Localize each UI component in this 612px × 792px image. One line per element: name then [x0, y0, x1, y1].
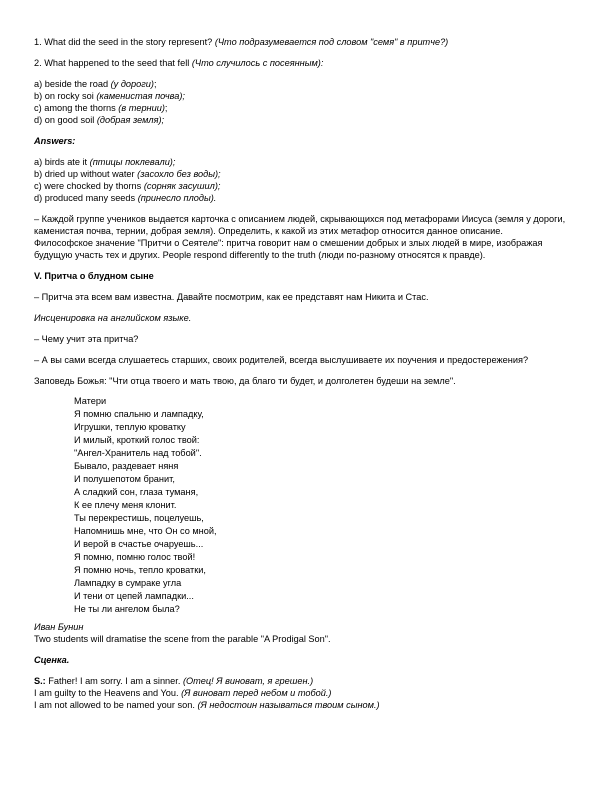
poem-line: Ты перекрестишь, поцелуешь,: [74, 513, 204, 523]
poem-line: Не ты ли ангелом была?: [74, 604, 180, 614]
speaker-label: S.:: [34, 676, 46, 686]
list-item: [34, 102, 582, 114]
question-listen: – А вы сами всегда слушаетесь старших, своих родителей, всегда выслушиваете их поучения и предостережения?: [34, 355, 529, 365]
poem-line: Матери: [74, 396, 107, 406]
dialogue-ru: (Я виноват перед небом и тобой.): [181, 688, 332, 698]
poem-line: Бывало, раздевает няня: [74, 461, 179, 471]
dialogue-en: I am guilty to the Heavens and You.: [34, 688, 179, 698]
options-list: [34, 78, 582, 126]
staging-note: Инсценировка на английском языке.: [34, 313, 192, 323]
dialogue-line: [34, 687, 582, 699]
question-teach: – Чему учит эта притча?: [34, 334, 139, 344]
dialogue-line: [34, 699, 582, 711]
question-2: [34, 57, 582, 69]
students-line: Two students will dramatise the scene from the parable "A Prodigal Son".: [34, 634, 331, 644]
answer-ru: (принесло плоды).: [137, 193, 217, 203]
answer-en: a) birds ate it: [34, 157, 88, 167]
poem-line: "Ангел-Хранитель над тобой".: [74, 448, 202, 458]
paragraph-philosophy: Философское значение "Притчи о Сеятеле": притча говорит нам о смешении добрых и злых людей в мире, изображая будущую участь тех и других. People respond differently to the truth (люди по-разному относятся к правде).: [34, 238, 543, 260]
poem-line: И верой в счастье очаруешь...: [74, 539, 204, 549]
option-ru: (в тернии): [118, 103, 165, 113]
poem-line: Лампадку в сумраке угла: [74, 578, 182, 588]
answer-en: b) dried up without water: [34, 169, 135, 179]
poem-line: И полушепотом бранит,: [74, 474, 175, 484]
line-known: – Притча эта всем вам известна. Давайте посмотрим, как ее представят нам Никита и Стас.: [34, 292, 429, 302]
list-item: [34, 180, 582, 192]
poem-line: Я помню, помню голос твой!: [74, 552, 196, 562]
option-en: b) on rocky soi: [34, 91, 94, 101]
answer-ru: (птицы поклевали);: [89, 157, 176, 167]
poem-line: Я помню ночь, тепло кроватки,: [74, 565, 206, 575]
list-item: [34, 156, 582, 168]
scene-heading: Сценка.: [34, 655, 70, 665]
dialogue-line: [34, 675, 582, 687]
dialogue-en: I am not allowed to be named your son.: [34, 700, 195, 710]
answer-ru: (сорняк засушил);: [143, 181, 221, 191]
dialogue-ru: (Я недостоин называться твоим сыном.): [197, 700, 380, 710]
option-en: a) beside the road: [34, 79, 109, 89]
answer-en: d) produced many seeds: [34, 193, 136, 203]
poem-line: И тени от цепей лампадки...: [74, 591, 194, 601]
poem-line: А сладкий сон, глаза туманя,: [74, 487, 199, 497]
question-2-ru: (Что случилось с посеянным):: [191, 58, 324, 68]
dialogue-ru: (Отец! Я виноват, я грешен.): [182, 676, 314, 686]
answers-heading: Answers:: [34, 136, 76, 146]
question-2-en: 2. What happened to the seed that fell: [34, 58, 190, 68]
option-ru: (добрая земля);: [96, 115, 165, 125]
option-ru: (каменистая почва);: [96, 91, 185, 101]
dialogue-en: Father! I am sorry. I am a sinner.: [45, 676, 181, 686]
answers-list: [34, 156, 582, 204]
list-item: [34, 90, 582, 102]
paragraph-cards: – Каждой группе учеников выдается карточка с описанием людей, скрывающихся под метафорами Иисуса (земля у дороги, каменистая почва, тернии, добрая земля). Определить, к какой из этих метафор относится данное описание.: [34, 214, 566, 236]
option-ru: (у дороги): [110, 79, 154, 89]
list-item: [34, 192, 582, 204]
poem: [74, 395, 582, 616]
answer-ru: (засохло без воды);: [137, 169, 221, 179]
poem-line: И милый, кроткий голос твой:: [74, 435, 200, 445]
list-item: [34, 168, 582, 180]
option-en: d) on good soil: [34, 115, 95, 125]
document-page: [34, 36, 582, 711]
question-1-ru: (Что подразумевается под словом "семя" в притче?): [214, 37, 449, 47]
option-tail: ;: [164, 103, 168, 113]
commandment: Заповедь Божья: "Чти отца твоего и мать твою, да благо ти будет, и долголетен будеши на земле".: [34, 376, 456, 386]
question-1-en: 1. What did the seed in the story represent?: [34, 37, 213, 47]
poem-line: К ее плечу меня клонит.: [74, 500, 177, 510]
option-tail: ;: [153, 79, 157, 89]
question-1: [34, 36, 582, 48]
option-en: c) among the thorns: [34, 103, 116, 113]
section-5-heading: V. Притча о блудном сыне: [34, 271, 154, 281]
poem-line: Игрушки, теплую кроватку: [74, 422, 186, 432]
answer-en: c) were chocked by thorns: [34, 181, 142, 191]
list-item: [34, 114, 582, 126]
poem-author: Иван Бунин: [34, 622, 84, 632]
list-item: [34, 78, 582, 90]
poem-line: Напомнишь мне, что Он со мной,: [74, 526, 217, 536]
dialogue: [34, 675, 582, 711]
poem-line: Я помню спальню и лампадку,: [74, 409, 204, 419]
